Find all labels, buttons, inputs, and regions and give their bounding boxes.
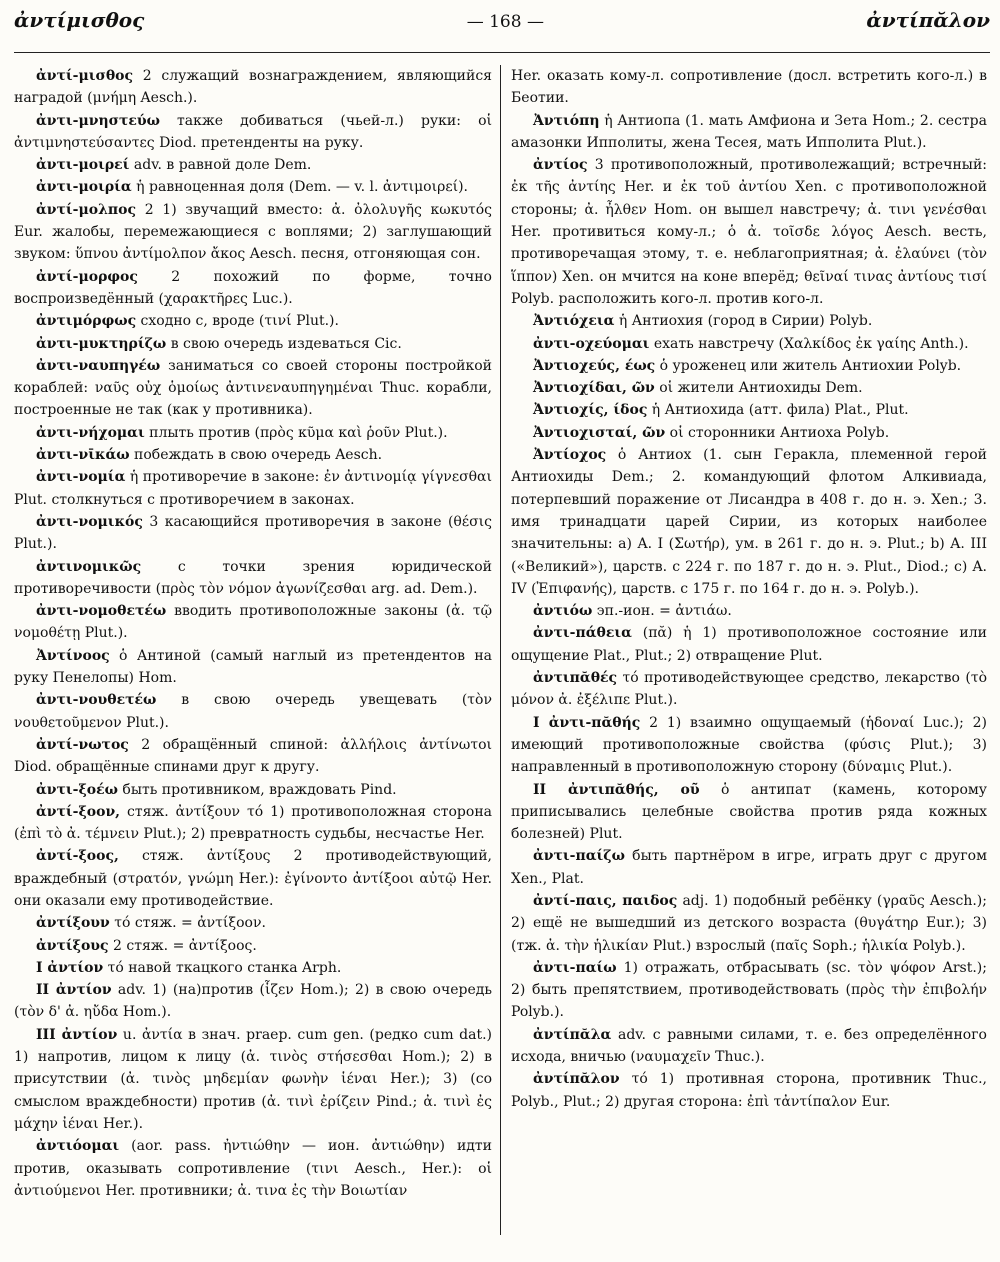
entry-headword: II ἀντιπᾰθής, οῦ — [533, 781, 700, 798]
entry-definition: Her. оказать кому-л. сопротивление (досл. встретить кого-л.) в Беотии. — [511, 68, 987, 107]
entry-definition: в свою очередь увещевать (τὸν νουθετοῦμενον Plut.). — [14, 692, 492, 731]
entry-definition: эп.-ион. = ἀντιάω. — [592, 603, 732, 620]
entry-headword: ἀντινομικῶς — [36, 558, 142, 575]
entry-definition: 3 противоположный, противолежащий; встречный: ἐκ τῆς ἀντίης Her. и ἐκ τοῦ ἀντίου Xen. с противоположной стороны; ἀ. ἦλθεν Hom. он вышел навстречу; ἀ. τινι γενέσθαι Her. противиться кому-л.; ὁ ἀ. τοῖσδε λόγος Aesch. весть, противоречащая этому, т. е. неблагоприятная; ἀ. ἐλαύνει (τὸν ἵππον) Xen. он мчится на коне вперёд; θεῖναί τινας ἀντίους τισί Polyb. расположить кого-л. против кого-л. — [511, 157, 987, 307]
dictionary-entry — [511, 422, 987, 444]
entry-headword: Ἀντιόχεια — [533, 313, 615, 330]
dictionary-entry — [14, 689, 492, 734]
dictionary-entry — [511, 600, 987, 622]
entry-definition: быть противником, враждовать Pind. — [117, 781, 397, 798]
dictionary-entry — [14, 444, 492, 466]
dictionary-entry — [511, 667, 987, 712]
entry-headword: ἀντι-ναυπηγέω — [36, 357, 161, 374]
dictionary-entry — [14, 600, 492, 645]
dictionary-entry — [14, 110, 492, 155]
dictionary-entry — [511, 310, 987, 332]
dictionary-entry — [511, 65, 987, 110]
entry-headword: Ἀντίοχος — [533, 447, 607, 464]
entry-headword: Ἀντιοχίδαι, ῶν — [533, 380, 655, 397]
entry-definition: τό стяж. = ἀντίξοον. — [109, 915, 266, 932]
dictionary-entry — [14, 511, 492, 556]
entry-headword: ἀντι-νομοθετέω — [36, 603, 167, 620]
entry-definition: οἱ жители Антиохиды Dem. — [654, 380, 863, 397]
entry-definition: adj. 1) подобный ребёнку (γραῦς Aesch.); 2) ещё не вышедший из детского возраста (θυγάτηρ Eur.); 3) (тж. ἀ. τὴν ἡλικίαν Plut.) взрослый (παῖς Soph.; ἡλικία Polyb.). — [511, 892, 987, 954]
running-header — [14, 8, 990, 53]
left-column — [14, 65, 498, 1235]
entry-definition: (aor. pass. ἠντιώθην — ион. ἀντιώθην) идти против, оказывать сопротивление (τινι Aesch., Her.): οἱ ἀντιούμενοι Her. противники; ἀ. τινα ἐς τὴν Βοιωτίαν — [14, 1138, 492, 1199]
entry-definition: 2 похожий по форме, точно воспроизведённый (χαρακτῆρες Luc.). — [14, 268, 492, 307]
entry-definition: побеждать в свою очередь Aesch. — [129, 447, 383, 464]
entry-definition: сходно с, вроде (τινί Plut.). — [136, 313, 339, 330]
dictionary-entry — [511, 845, 987, 890]
entry-definition: u. ἀντία в знач. praep. cum gen. (редко cum dat.) 1) напротив, лицом к лицу (ἀ. τινὸς στήσεσθαι Hom.); 2) в присутствии (ἀ. τινὸς μηδεμίαν φωνὴν ἱέναι Her.); 3) (со смыслом враждебности) против (ἀ. τινὶ ἐρίζειν Pind.; ἀ. τινὶ ἐς μάχην ἰέναι Her.). — [14, 1026, 492, 1132]
dictionary-entry — [14, 935, 492, 957]
dictionary-entry — [511, 622, 987, 667]
entry-headword: Ἀντιόπη — [533, 112, 600, 129]
dictionary-entry — [14, 1135, 492, 1202]
entry-headword: ἀντι-νήχομαι — [36, 424, 145, 441]
entry-headword: ἀντίπᾰλον — [533, 1071, 620, 1088]
entry-definition: ἡ Антиопа (1. мать Амфиона и Зета Hom.; 2. сестра амазонки Ипполиты, жена Тесея, мать Ипполита Plut.). — [511, 112, 987, 151]
dictionary-entry — [14, 355, 492, 422]
entry-definition: 2 1) звучащий вместо: ἀ. ὀλολυγῆς κωκυτός Eur. жалобы, перемежающиеся с воплями; 2) заглушающий звуком: ὕπνου ἀντίμολπον ἄκος Aesch. песня, отгоняющая сон. — [14, 201, 492, 263]
entry-headword: ἀντι-ξοέω — [36, 781, 118, 798]
column-divider — [500, 65, 501, 1235]
entry-headword: Ἀντιοχισταί, ῶν — [533, 424, 666, 441]
dictionary-entry — [511, 1024, 987, 1069]
entry-headword: ἀντί-νωτος — [36, 736, 129, 753]
dictionary-entry — [511, 444, 987, 600]
entry-headword: Ἀντιοχεύς, έως — [533, 357, 656, 374]
entry-definition: 2 служащий вознаграждением, являющийся наградой (μνήμη Aesch.). — [14, 68, 492, 107]
entry-definition: с точки зрения юридической противоречивости (πρὸς τὸν νόμον ἀγωνίζεσθαι arg. ad. Dem.). — [14, 558, 492, 597]
dictionary-entry — [14, 422, 492, 444]
entry-headword: Ἀντιοχίς, ίδος — [533, 402, 648, 419]
entry-definition: стяж. ἀντίξους 2 противодействующий, враждебный (στρατόν, γνώμη Her.): ἐγίνοντο ἀντίξοοι αὐτῷ Her. они оказали ему противодействие. — [14, 848, 492, 909]
entry-headword: ἀντιόω — [533, 603, 593, 620]
dictionary-entry — [14, 801, 492, 846]
entry-definition: быть партнёром в игре, играть друг с другом Xen., Plat. — [511, 848, 987, 887]
entry-headword: ἀντίξουν — [36, 915, 110, 932]
dictionary-entry — [14, 779, 492, 801]
entry-definition: ὁ Антиох (1. сын Геракла, племенной герой Антиохиды Dem.; 2. командующий флотом Алкивиада, потерпевший поражение от Лисандра в 408 г. до н. э. Xen.; 3. имя тринадцати царей Сирии, из которых наиболее значительны: a) A. I (Σωτήρ), ум. в 261 г. до н. э. Plut.; b) A. III («Великий»), царств. с 224 г. по 187 г. до н. э. Plut., Diod.; c) A. IV (Ἐπιφανής), царств. с 175 г. по 164 г. до н. э. Polyb.). — [511, 447, 987, 597]
entry-headword: ἀντι-μοιρεί — [36, 157, 130, 174]
entry-definition: 2 1) взаимно ощущаемый (ἡδοναί Luc.); 2) имеющий противоположные свойства (φύσις Plut.); 3) направленный в противоположную сторону (δύναμις Plut.). — [511, 714, 987, 776]
entry-headword: ἀντί-μορφος — [36, 268, 138, 285]
dictionary-entry — [14, 957, 492, 979]
left-running-headword: ἀντίμισθος — [14, 8, 145, 32]
entry-headword: ἀντί-παις, παιδος — [533, 892, 678, 909]
entry-definition: ἡ Антиохида (атт. фила) Plat., Plut. — [647, 402, 909, 419]
entry-definition: τό 1) противная сторона, противник Thuc., Polyb., Plut.; 2) другая сторона: ἐπὶ τἀντίπαλον Eur. — [511, 1071, 987, 1110]
dictionary-entry — [511, 890, 987, 957]
dictionary-entry — [511, 1068, 987, 1113]
dictionary-entry — [14, 466, 492, 511]
entry-headword: ἀντι-οχεύομαι — [533, 335, 650, 352]
entry-definition: ὁ Антиной (самый наглый из претендентов на руку Пенелопы) Hom. — [14, 647, 492, 687]
entry-headword: ἀντίξους — [36, 937, 109, 954]
entry-definition: (πᾰ) ἡ 1) противоположное состояние или ощущение Plat., Plut.; 2) отвращение Plut. — [511, 625, 987, 664]
entry-definition: τό противодействующее средство, лекарство (τὸ μόνον ἀ. ἐξέλιπε Plut.). — [511, 670, 987, 709]
entry-definition: ἡ Антиохия (город в Сирии) Polyb. — [614, 313, 873, 330]
dictionary-entry — [14, 333, 492, 355]
entry-definition: плыть против (πρὸς κῦμα καὶ ῥοῦν Plut.). — [144, 424, 448, 441]
entry-headword: ἀντι-μοιρία — [36, 179, 132, 196]
entry-headword: ἀντιπᾰθές — [533, 670, 618, 687]
entry-headword: ἀντίπᾰλα — [533, 1026, 612, 1043]
entry-definition: 3 касающийся противоречия в законе (θέσις Plut.). — [14, 513, 492, 553]
entry-definition: стяж. ἀντίξουν τό 1) противоположная сторона (ἐπὶ τὸ ἀ. τέμνειν Plut.); 2) превратность судьбы, несчастье Her. — [14, 803, 492, 843]
entry-headword: ἀντιόομαι — [36, 1138, 120, 1155]
dictionary-entry — [511, 957, 987, 1024]
entry-headword: ἀντι-παίζω — [533, 848, 625, 865]
dictionary-entry — [511, 154, 987, 310]
dictionary-entry — [14, 912, 492, 934]
dictionary-entry — [14, 845, 492, 912]
dictionary-entry — [14, 556, 492, 601]
entry-definition: 1) отражать, отбрасывать (sc. τὸν ψόφον Arst.); 2) быть препятствием, противодействовать (πρὸς τὴν ἐπιβολήν Polyb.). — [511, 959, 987, 1021]
entry-headword: I ἀντι-πᾰθής — [533, 714, 641, 731]
entry-definition: 2 обращённый спиной: ἀλλήλοις ἀντίνωτοι Diod. обращённые спинами друг к другу. — [14, 736, 492, 776]
entry-definition: ἡ противоречие в законе: ἐν ἀντινομίᾳ γίγνεσθαι Plut. столкнуться с противоречием в законах. — [14, 469, 492, 508]
page-number: — 168 — — [466, 12, 544, 32]
dictionary-entry — [14, 979, 492, 1024]
dictionary-entry — [14, 645, 492, 690]
entry-headword: ἀντί-μολπος — [36, 201, 137, 218]
entry-headword: I ἀντίον — [36, 959, 104, 976]
entry-definition: ὁ уроженец или житель Антиохии Polyb. — [655, 357, 962, 374]
entry-headword: ἀντι-μυκτηρίζω — [36, 335, 167, 352]
dictionary-entry — [511, 399, 987, 421]
entry-definition: οἱ сторонники Антиоха Polyb. — [665, 424, 890, 441]
dictionary-entry — [511, 779, 987, 846]
right-column — [503, 65, 987, 1235]
entry-definition: в свою очередь издеваться Cic. — [166, 335, 402, 352]
entry-headword: II ἀντίον — [36, 982, 112, 999]
entry-definition: ὁ антипат (камень, которому приписывались целебные свойства против ряда кожных болезней) Plut. — [511, 781, 988, 843]
entry-headword: ἀντι-μνηστεύω — [36, 112, 160, 129]
dictionary-entry — [511, 712, 987, 779]
entry-headword: ἀντι-νῑκάω — [36, 447, 130, 464]
entry-definition: adv. 1) (на)против (ἷζεν Hom.); 2) в свою очередь (τὸν δ' ἀ. ηὔδα Hom.). — [14, 982, 492, 1021]
entry-definition: adv. с равными силами, т. е. без определённого исхода, вничью (ναυμαχεῖν Thuc.). — [511, 1026, 987, 1066]
dictionary-entry — [14, 266, 492, 311]
entry-definition: также добиваться (чьей-л.) руки: οἱ ἀντιμνηστεύσαντες Diod. претенденты на руку. — [14, 112, 492, 151]
dictionary-entry — [14, 310, 492, 332]
entry-headword: ἀντι-παίω — [533, 959, 617, 976]
entry-headword: ἀντιμόρφως — [36, 313, 137, 330]
entry-definition: вводить противоположные законы (ἀ. τῷ νομοθέτῃ Plut.). — [14, 603, 492, 642]
dictionary-entry — [511, 333, 987, 355]
dictionary-entry — [14, 65, 492, 110]
dictionary-entry — [14, 154, 492, 176]
entry-headword: ἀντίος — [533, 157, 588, 174]
dictionary-entry — [14, 199, 492, 266]
two-column-body — [14, 65, 990, 1235]
entry-definition: 2 стяж. = ἀντίξοος. — [108, 937, 257, 954]
dictionary-entry — [14, 176, 492, 198]
entry-headword: ἀντι-νουθετέω — [36, 692, 157, 709]
entry-headword: ἀντί-μισθος — [36, 68, 134, 84]
dictionary-entry — [511, 355, 987, 377]
entry-headword: Ἀντίνοος — [36, 647, 110, 664]
entry-headword: III ἀντίον — [36, 1026, 118, 1043]
dictionary-entry — [14, 1024, 492, 1135]
entry-headword: ἀντι-πάθεια — [533, 625, 632, 642]
right-running-headword: ἀντίπᾰλον — [866, 8, 990, 32]
dictionary-entry — [511, 110, 987, 155]
entry-definition: adv. в равной доле Dem. — [129, 157, 312, 174]
entry-definition: τό навой ткацкого станка Arph. — [103, 959, 342, 976]
dictionary-entry — [14, 734, 492, 779]
entry-headword: ἀντι-νομία — [36, 469, 126, 486]
entry-definition: ἡ равноценная доля (Dem. — v. l. ἀντιμοιρεί). — [131, 179, 468, 196]
entry-headword: ἀντί-ξοον, — [36, 803, 121, 820]
entry-headword: ἀντι-νομικός — [36, 513, 143, 530]
entry-definition: заниматься со своей стороны постройкой кораблей: ναῦς οὐχ ὁμοίως ἀντινεναυπηγημέναι Thuc. корабли, построенные не так (как у противника). — [14, 357, 492, 419]
dictionary-entry — [511, 377, 987, 399]
entry-definition: ехать навстречу (Χαλκίδος ἐκ γαίης Anth.). — [649, 335, 969, 352]
entry-headword: ἀντί-ξοος, — [36, 848, 119, 865]
